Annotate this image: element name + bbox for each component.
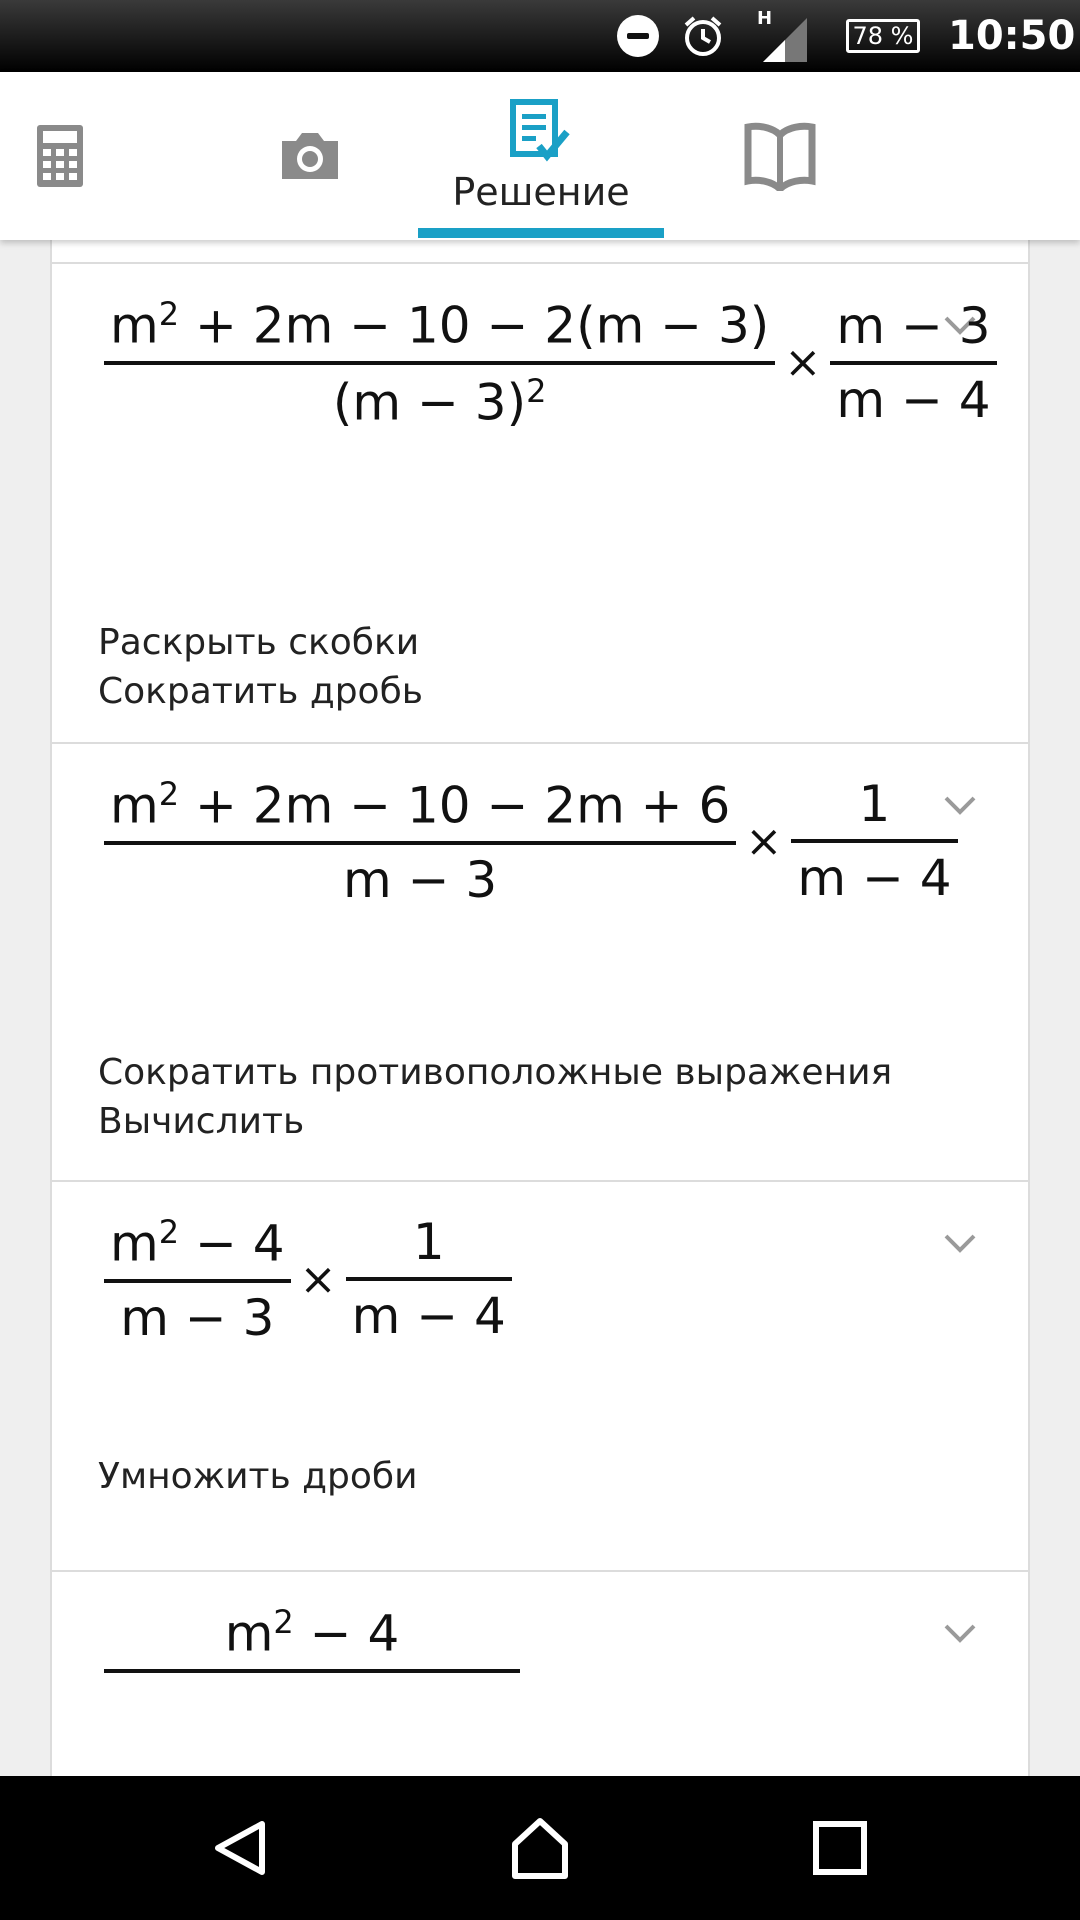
clock: 10:50 [948, 13, 1076, 59]
fraction: $\frac{m - 3}{m - 4}$ [830, 291, 996, 435]
tab-solution-label: Решение [452, 170, 630, 214]
do-not-disturb-icon [617, 0, 665, 72]
back-button[interactable] [180, 1776, 300, 1920]
calculator-icon [37, 125, 83, 187]
step-4 [52, 1572, 1028, 1776]
fraction: $m^2 - 4$ [104, 1596, 520, 1743]
tab-book[interactable] [735, 72, 825, 240]
signal-icon [755, 0, 815, 72]
tab-bar [0, 72, 1080, 240]
alarm-icon [680, 0, 730, 72]
navigation-bar [0, 1776, 1080, 1920]
step-note: Сократить дробь [98, 671, 424, 712]
step-note: Раскрыть скобки [98, 622, 420, 663]
chevron-down-icon[interactable] [942, 1616, 978, 1652]
fraction: $\frac{m^2 + 2m - 10 - 2(m - 3)}{(m - 3)^2}$ [104, 288, 775, 437]
step-2 [52, 744, 1028, 1180]
home-icon [510, 1816, 570, 1880]
step-3-expression [104, 1206, 512, 1353]
tab-camera[interactable] [265, 72, 355, 240]
network-type-label: H [757, 8, 773, 29]
tab-calculator[interactable] [20, 72, 100, 240]
status-bar [0, 0, 1080, 72]
tab-solution[interactable] [418, 72, 664, 240]
step-1-expression [104, 288, 997, 437]
chevron-down-icon[interactable] [942, 1226, 978, 1262]
camera-icon [278, 129, 342, 183]
step-note: Умножить дроби [98, 1456, 418, 1497]
solution-icon [509, 98, 573, 164]
fraction: $\frac{m^2 + 2m - 10 - 2m + 6}{m - 3}$ [104, 768, 736, 915]
fraction: $\frac{1}{m - 4}$ [791, 769, 957, 913]
step-note: Сократить противоположные выражения [98, 1052, 893, 1093]
step-2-expression [104, 768, 958, 915]
recents-icon [812, 1820, 868, 1876]
battery-percent: 78 % [846, 19, 920, 53]
step-4-expression [104, 1596, 520, 1743]
step-1 [52, 264, 1028, 742]
solution-steps[interactable] [0, 240, 1080, 1776]
home-button[interactable] [480, 1776, 600, 1920]
fraction: $\frac{m^2 - 4}{m - 3}$ [104, 1206, 291, 1353]
multiply-sign: × [745, 815, 783, 867]
book-icon [744, 121, 816, 191]
fraction: $\frac{1}{m - 4}$ [346, 1207, 512, 1351]
multiply-sign: × [784, 337, 822, 389]
back-icon [210, 1818, 270, 1878]
step-note: Вычислить [98, 1101, 305, 1142]
recents-button[interactable] [780, 1776, 900, 1920]
step-3 [52, 1182, 1028, 1570]
active-tab-indicator [418, 228, 664, 238]
battery-indicator [846, 0, 926, 72]
multiply-sign: × [299, 1253, 337, 1305]
